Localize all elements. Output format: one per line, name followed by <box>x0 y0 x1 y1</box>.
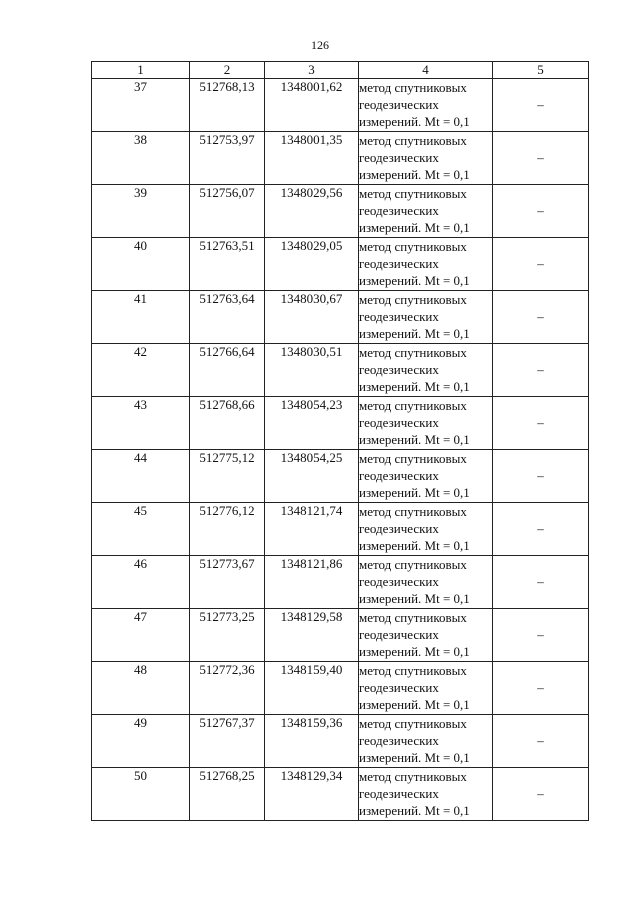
x-coordinate-cell: 512768,13 <box>190 79 265 132</box>
x-coordinate-cell: 512776,12 <box>190 503 265 556</box>
table-row <box>92 503 589 556</box>
description-cell: – <box>493 132 589 185</box>
method-line: метод спутниковых <box>359 292 467 307</box>
method-line: геодезических <box>359 309 439 324</box>
point-number-cell: 41 <box>92 291 190 344</box>
x-coordinate-cell: 512768,25 <box>190 768 265 821</box>
x-coordinate-cell: 512763,64 <box>190 291 265 344</box>
method-line: измерений. Mt = 0,1 <box>359 803 470 818</box>
description-cell: – <box>493 768 589 821</box>
method-cell <box>359 397 493 450</box>
point-number-cell: 39 <box>92 185 190 238</box>
method-line: измерений. Mt = 0,1 <box>359 114 470 129</box>
x-coordinate-cell: 512773,25 <box>190 609 265 662</box>
y-coordinate-cell: 1348054,25 <box>265 450 359 503</box>
method-line: измерений. Mt = 0,1 <box>359 485 470 500</box>
method-line: геодезических <box>359 97 439 112</box>
x-coordinate-cell: 512775,12 <box>190 450 265 503</box>
x-coordinate-cell: 512767,37 <box>190 715 265 768</box>
method-line: геодезических <box>359 415 439 430</box>
x-coordinate-cell: 512763,51 <box>190 238 265 291</box>
method-line: метод спутниковых <box>359 239 467 254</box>
point-number-cell: 42 <box>92 344 190 397</box>
method-line: измерений. Mt = 0,1 <box>359 697 470 712</box>
method-line: измерений. Mt = 0,1 <box>359 379 470 394</box>
x-coordinate-cell: 512773,67 <box>190 556 265 609</box>
method-line: измерений. Mt = 0,1 <box>359 167 470 182</box>
method-line: геодезических <box>359 362 439 377</box>
method-line: метод спутниковых <box>359 716 467 731</box>
method-line: измерений. Mt = 0,1 <box>359 591 470 606</box>
method-line: геодезических <box>359 786 439 801</box>
description-cell: – <box>493 556 589 609</box>
table-row <box>92 185 589 238</box>
column-header-1: 1 <box>92 62 190 79</box>
table-header-row <box>92 62 589 79</box>
point-number-cell: 47 <box>92 609 190 662</box>
method-line: измерений. Mt = 0,1 <box>359 432 470 447</box>
method-line: метод спутниковых <box>359 345 467 360</box>
method-cell <box>359 450 493 503</box>
method-cell <box>359 132 493 185</box>
description-cell: – <box>493 609 589 662</box>
column-header-2: 2 <box>190 62 265 79</box>
y-coordinate-cell: 1348029,05 <box>265 238 359 291</box>
point-number-cell: 44 <box>92 450 190 503</box>
x-coordinate-cell: 512772,36 <box>190 662 265 715</box>
table-row <box>92 768 589 821</box>
method-line: геодезических <box>359 521 439 536</box>
description-cell: – <box>493 450 589 503</box>
y-coordinate-cell: 1348054,23 <box>265 397 359 450</box>
method-line: геодезических <box>359 627 439 642</box>
description-cell: – <box>493 715 589 768</box>
y-coordinate-cell: 1348129,34 <box>265 768 359 821</box>
method-line: измерений. Mt = 0,1 <box>359 644 470 659</box>
point-number-cell: 48 <box>92 662 190 715</box>
table-row <box>92 556 589 609</box>
table-row <box>92 291 589 344</box>
method-line: измерений. Mt = 0,1 <box>359 273 470 288</box>
y-coordinate-cell: 1348159,36 <box>265 715 359 768</box>
method-cell <box>359 344 493 397</box>
method-cell <box>359 556 493 609</box>
table-row <box>92 238 589 291</box>
method-line: геодезических <box>359 203 439 218</box>
method-line: метод спутниковых <box>359 186 467 201</box>
point-number-cell: 49 <box>92 715 190 768</box>
description-cell: – <box>493 397 589 450</box>
point-number-cell: 45 <box>92 503 190 556</box>
y-coordinate-cell: 1348159,40 <box>265 662 359 715</box>
description-cell: – <box>493 79 589 132</box>
description-cell: – <box>493 344 589 397</box>
column-header-5: 5 <box>493 62 589 79</box>
method-cell <box>359 185 493 238</box>
description-cell: – <box>493 291 589 344</box>
method-line: измерений. Mt = 0,1 <box>359 326 470 341</box>
x-coordinate-cell: 512768,66 <box>190 397 265 450</box>
y-coordinate-cell: 1348129,58 <box>265 609 359 662</box>
table-row <box>92 715 589 768</box>
method-line: метод спутниковых <box>359 133 467 148</box>
point-number-cell: 40 <box>92 238 190 291</box>
method-line: метод спутниковых <box>359 557 467 572</box>
method-cell <box>359 609 493 662</box>
method-line: геодезических <box>359 468 439 483</box>
method-line: геодезических <box>359 574 439 589</box>
coordinates-table <box>91 61 589 821</box>
method-cell <box>359 238 493 291</box>
method-line: геодезических <box>359 680 439 695</box>
y-coordinate-cell: 1348030,67 <box>265 291 359 344</box>
table-row <box>92 132 589 185</box>
description-cell: – <box>493 503 589 556</box>
table-row <box>92 397 589 450</box>
method-line: метод спутниковых <box>359 398 467 413</box>
description-cell: – <box>493 185 589 238</box>
method-line: измерений. Mt = 0,1 <box>359 220 470 235</box>
method-line: геодезических <box>359 150 439 165</box>
method-line: измерений. Mt = 0,1 <box>359 750 470 765</box>
method-cell <box>359 662 493 715</box>
method-line: метод спутниковых <box>359 769 467 784</box>
table-row <box>92 344 589 397</box>
x-coordinate-cell: 512756,07 <box>190 185 265 238</box>
method-line: метод спутниковых <box>359 663 467 678</box>
method-line: геодезических <box>359 733 439 748</box>
method-line: метод спутниковых <box>359 451 467 466</box>
x-coordinate-cell: 512766,64 <box>190 344 265 397</box>
point-number-cell: 50 <box>92 768 190 821</box>
point-number-cell: 43 <box>92 397 190 450</box>
description-cell: – <box>493 662 589 715</box>
method-cell <box>359 768 493 821</box>
description-cell: – <box>493 238 589 291</box>
method-line: метод спутниковых <box>359 610 467 625</box>
point-number-cell: 37 <box>92 79 190 132</box>
method-cell <box>359 503 493 556</box>
column-header-4: 4 <box>359 62 493 79</box>
method-cell <box>359 79 493 132</box>
column-header-3: 3 <box>265 62 359 79</box>
method-line: измерений. Mt = 0,1 <box>359 538 470 553</box>
y-coordinate-cell: 1348001,35 <box>265 132 359 185</box>
method-line: метод спутниковых <box>359 504 467 519</box>
method-cell <box>359 715 493 768</box>
table-row <box>92 662 589 715</box>
table-row <box>92 609 589 662</box>
table-row <box>92 450 589 503</box>
point-number-cell: 46 <box>92 556 190 609</box>
y-coordinate-cell: 1348030,51 <box>265 344 359 397</box>
y-coordinate-cell: 1348001,62 <box>265 79 359 132</box>
y-coordinate-cell: 1348121,86 <box>265 556 359 609</box>
table-row <box>92 79 589 132</box>
point-number-cell: 38 <box>92 132 190 185</box>
page-number: 126 <box>311 38 329 52</box>
y-coordinate-cell: 1348121,74 <box>265 503 359 556</box>
method-line: метод спутниковых <box>359 80 467 95</box>
method-cell <box>359 291 493 344</box>
y-coordinate-cell: 1348029,56 <box>265 185 359 238</box>
x-coordinate-cell: 512753,97 <box>190 132 265 185</box>
method-line: геодезических <box>359 256 439 271</box>
table-body <box>92 79 589 821</box>
